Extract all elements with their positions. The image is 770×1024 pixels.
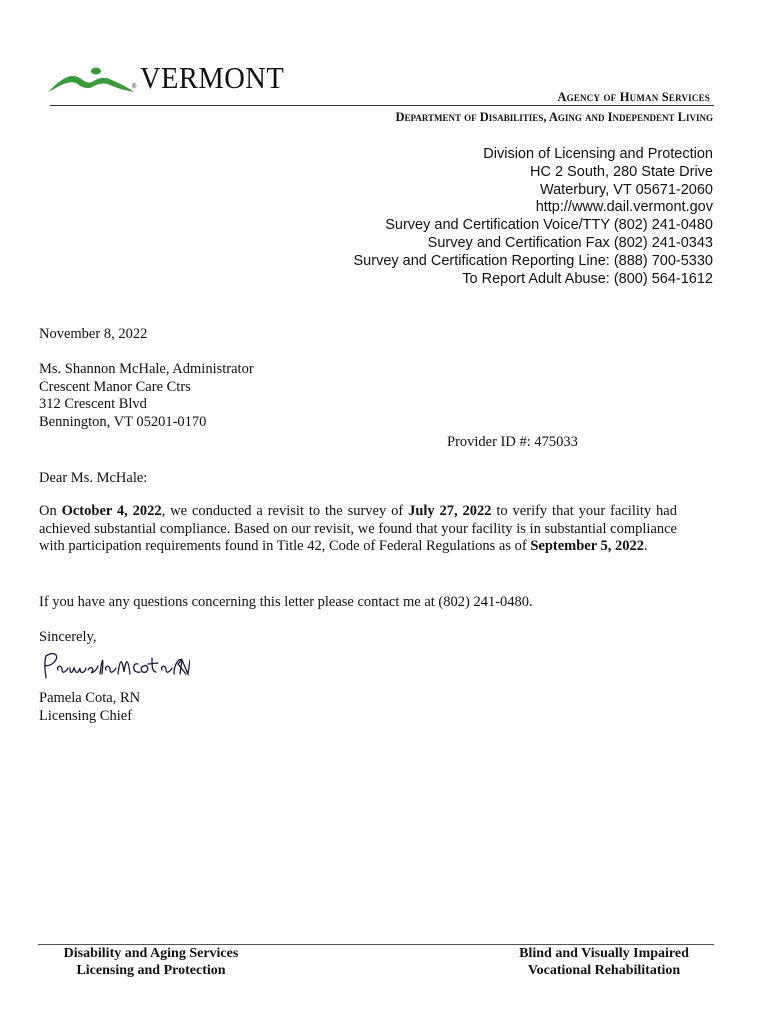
compliance-date: September 5, 2022: [530, 538, 645, 555]
para-text: On: [39, 503, 62, 519]
letter-date: November 8, 2022: [39, 326, 148, 342]
footer-right: [500, 945, 708, 979]
survey-date: July 27, 2022: [408, 503, 492, 519]
footer-left-line: Licensing and Protection: [76, 963, 226, 978]
contact-line: Waterbury, VT 05671-2060: [539, 181, 713, 198]
contact-line: To Report Adult Abuse: (800) 564-1612: [462, 270, 713, 287]
signer-name: Pamela Cota, RN: [39, 690, 141, 706]
header-divider: [50, 105, 714, 106]
recipient-line: Ms. Shannon McHale, Administrator: [39, 361, 254, 377]
para-text: to verify that your facility had achieved substantial compliance. Based on our revisit, we found that your facility is in substantial compliance with participation requirements found in Title 42, Code of Federal Regulations as of: [39, 503, 677, 555]
website-link[interactable]: http://www.dail.vermont.gov: [535, 199, 713, 216]
salutation: Dear Ms. McHale:: [39, 470, 148, 486]
footer-left-line: Disability and Aging Services: [63, 946, 239, 961]
contact-line: Survey and Certification Reporting Line: (888) 700-5330: [353, 252, 713, 269]
footer-left: [46, 945, 256, 979]
vermont-wordmark: VERMONT: [140, 60, 285, 95]
para-text: , we conducted a revisit to the survey of: [161, 503, 409, 519]
footer-right-line: Blind and Visually Impaired: [519, 946, 689, 961]
signer-block: [39, 690, 140, 725]
registered-mark: ®: [132, 84, 137, 90]
signature-image: [40, 648, 190, 687]
contact-line: Survey and Certification Voice/TTY (802) 241-0480: [385, 217, 713, 234]
recipient-line: 312 Crescent Blvd: [39, 396, 147, 413]
department-name: Department of Disabilities, Aging and Independent Living: [395, 110, 713, 124]
handwritten-signature-icon: [40, 648, 190, 682]
contact-line: HC 2 South, 280 State Drive: [530, 163, 713, 180]
contact-line: Survey and Certification Fax (802) 241-0343: [427, 234, 713, 251]
questions-line: If you have any questions concerning this letter please contact me at (802) 241-0480.: [39, 594, 533, 610]
vermont-logo: [46, 60, 286, 100]
provider-id: Provider ID #: 475033: [447, 434, 578, 450]
closing: Sincerely,: [39, 629, 97, 645]
contact-line: Division of Licensing and Protection: [483, 146, 713, 162]
recipient-line: Bennington, VT 05201-0170: [39, 413, 207, 430]
recipient-address: [39, 361, 254, 431]
contact-block: [354, 146, 714, 288]
revisit-date: October 4, 2022: [61, 503, 162, 519]
body-paragraph: [39, 503, 677, 556]
agency-name: Agency of Human Services: [557, 90, 710, 104]
footer-right-line: Vocational Rehabilitation: [527, 963, 681, 978]
mountain-logo-icon: [46, 62, 136, 96]
para-text: .: [644, 538, 648, 555]
signer-title: Licensing Chief: [39, 707, 133, 724]
recipient-line: Crescent Manor Care Ctrs: [39, 378, 191, 395]
